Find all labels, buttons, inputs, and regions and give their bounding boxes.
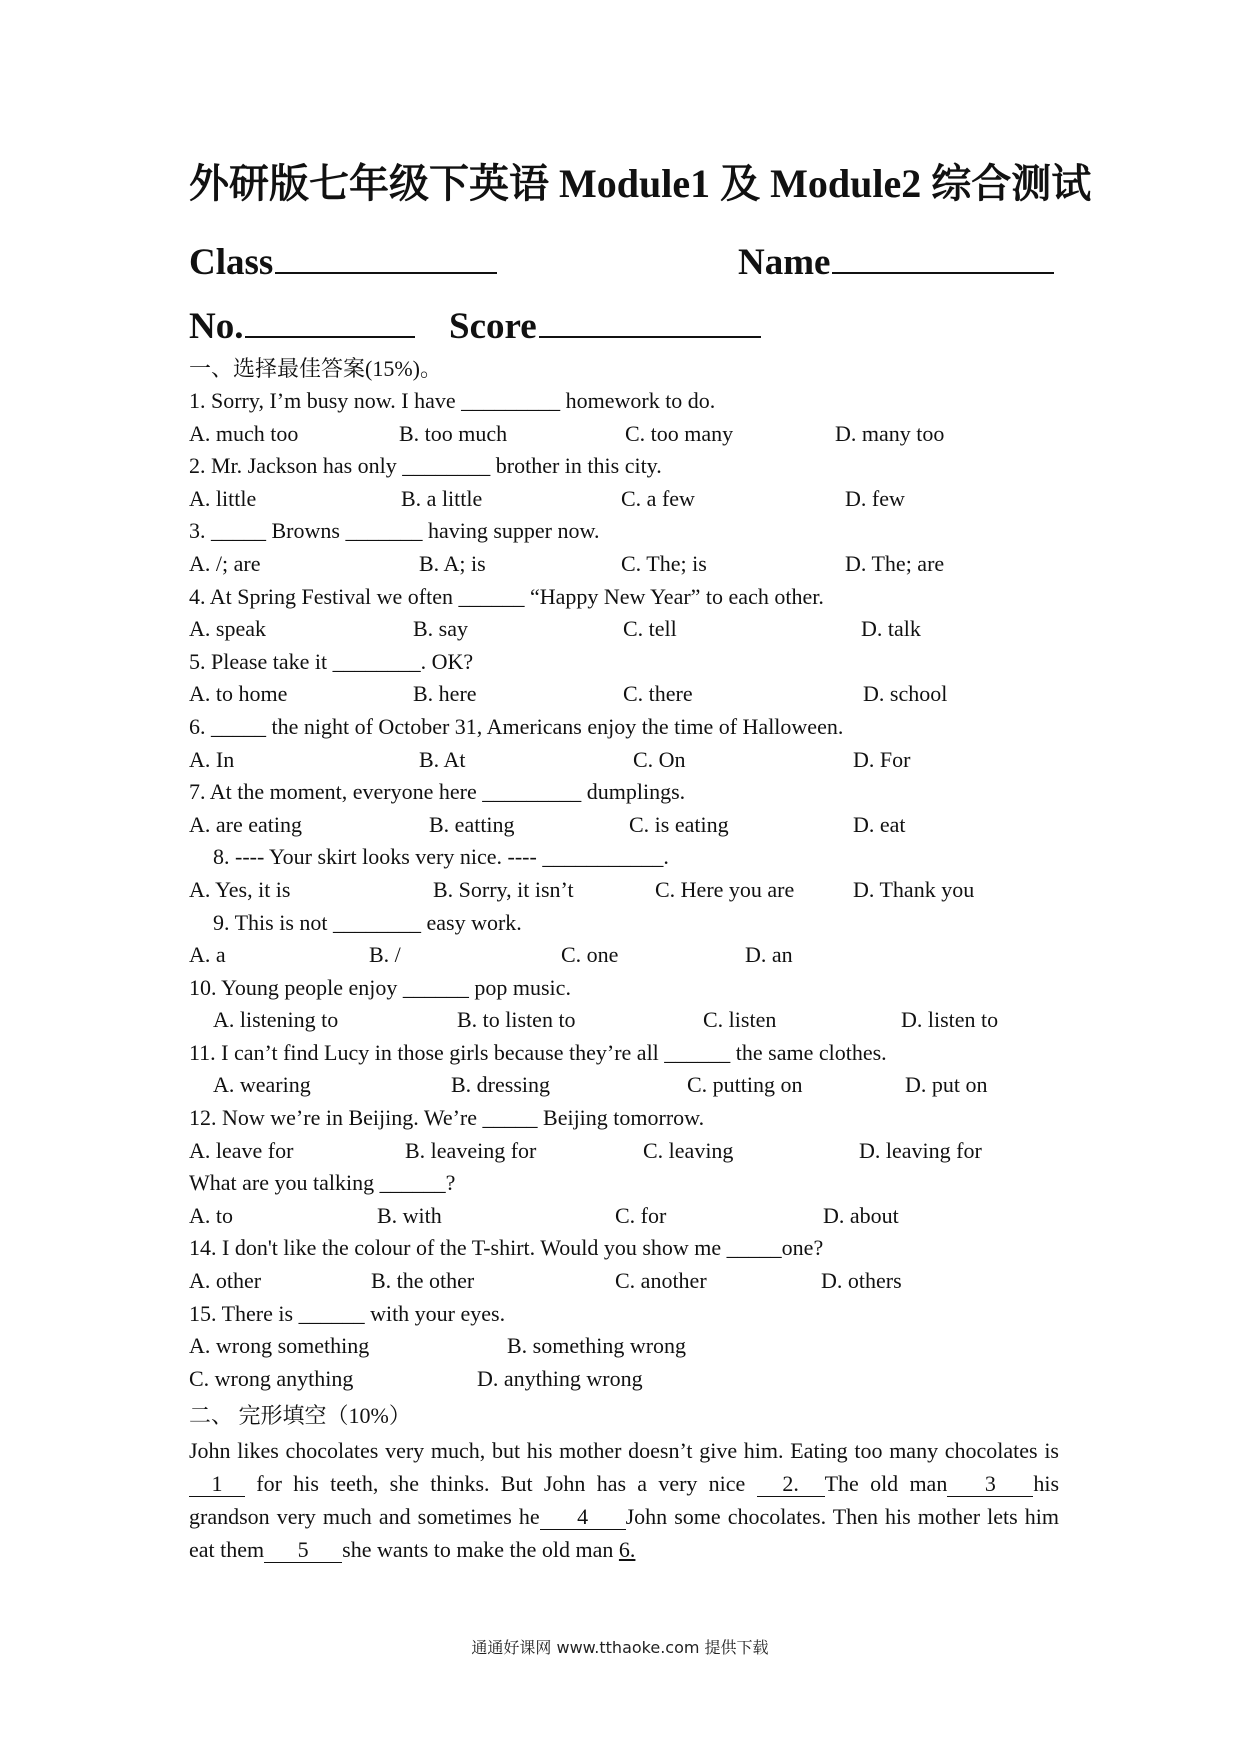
- option-a: A. /; are: [189, 550, 261, 576]
- option-d: D. few: [845, 485, 905, 511]
- section-heading-1: 一、选择最佳答案(15%)。: [189, 356, 442, 381]
- option-c: C. On: [633, 746, 686, 772]
- option-c: C. another: [615, 1268, 707, 1294]
- name-label: Name: [738, 242, 831, 283]
- option-b: B. to listen to: [457, 1007, 576, 1033]
- cloze-passage: [189, 1434, 1059, 1566]
- option-a: A. little: [189, 485, 257, 511]
- options-row: [189, 613, 1059, 646]
- score-label: Score: [449, 306, 537, 347]
- question-1: 1. Sorry, I’m busy now. I have _________ homework to do.: [189, 388, 716, 413]
- option-c: C. for: [615, 1202, 667, 1228]
- option-a: A. leave for: [189, 1137, 294, 1163]
- option-c: C. putting on: [687, 1072, 803, 1098]
- option-d: D. The; are: [845, 550, 945, 576]
- option-b: B. with: [377, 1202, 442, 1228]
- option-a: A. listening to: [213, 1007, 339, 1033]
- options-row: [189, 874, 1059, 907]
- options-row: [189, 1363, 1059, 1396]
- header-row-1: [189, 220, 1059, 284]
- page-footer: 通通好课网 www.tthaoke.com 提供下载: [471, 1638, 769, 1657]
- score-blank: [539, 304, 761, 338]
- option-d: D. Thank you: [853, 876, 975, 902]
- option-d: D. others: [821, 1268, 902, 1294]
- question-8: 8. ---- Your skirt looks very nice. ---- ___________.: [213, 844, 669, 870]
- options-row: [189, 548, 1059, 581]
- blank-5: 5: [264, 1538, 342, 1563]
- option-a: A. In: [189, 746, 235, 772]
- option-a: A. a: [189, 942, 226, 968]
- option-d: D. school: [863, 681, 948, 707]
- option-d: D. listen to: [901, 1007, 999, 1033]
- blank-1: 1: [189, 1472, 245, 1497]
- options-row: [189, 809, 1059, 842]
- passage-text: John some chocolates. Then his mother lets him eat them: [189, 1504, 1059, 1563]
- question-3: 3. _____ Browns _______ having supper now.: [189, 518, 600, 544]
- document-content: [189, 156, 1092, 1566]
- question-4: 4. At Spring Festival we often ______ “Happy New Year” to each other.: [189, 583, 824, 609]
- blank-4: 4: [540, 1505, 626, 1530]
- question-13: What are you talking ______?: [189, 1170, 456, 1196]
- option-d: D. talk: [861, 616, 921, 642]
- options-row: [189, 1265, 1059, 1298]
- options-row: [189, 1004, 1059, 1037]
- options-row: [189, 1069, 1059, 1102]
- option-c: C. leaving: [643, 1137, 734, 1163]
- question-10: 10. Young people enjoy ______ pop music.: [189, 974, 571, 1000]
- option-d: D. leaving for: [859, 1137, 982, 1163]
- option-d: D. anything wrong: [477, 1365, 643, 1391]
- option-b: B. something wrong: [507, 1333, 687, 1359]
- blank-2: 2.: [757, 1472, 825, 1497]
- options-row: [189, 744, 1059, 777]
- option-c: C. one: [561, 942, 619, 968]
- option-a: A. to: [189, 1202, 233, 1228]
- question-7: 7. At the moment, everyone here _________ dumplings.: [189, 779, 686, 805]
- option-a: A. Yes, it is: [189, 876, 291, 902]
- option-c: C. is eating: [629, 811, 729, 837]
- options-row: [189, 1135, 1059, 1168]
- options-row: [189, 418, 1059, 451]
- option-c: C. wrong anything: [189, 1365, 354, 1391]
- question-15: 15. There is ______ with your eyes.: [189, 1300, 506, 1326]
- question-14: 14. I don't like the colour of the T-shirt. Would you show me _____one?: [189, 1235, 824, 1261]
- question-9: 9. This is not ________ easy work.: [213, 909, 522, 935]
- option-b: B. eatting: [429, 811, 515, 837]
- option-a: A. other: [189, 1268, 262, 1294]
- header-row-2: [189, 284, 1059, 348]
- question-5: 5. Please take it ________. OK?: [189, 648, 474, 674]
- no-label: No.: [189, 306, 244, 347]
- option-c: C. there: [623, 681, 693, 707]
- name-field: [738, 240, 1054, 284]
- option-a: A. much too: [189, 420, 299, 446]
- option-b: B. dressing: [451, 1072, 550, 1098]
- option-b: B. /: [369, 942, 401, 968]
- option-b: B. say: [413, 616, 468, 642]
- blank-6: 6.: [618, 1537, 636, 1563]
- options-row: [189, 678, 1059, 711]
- section-heading-2: 二、 完形填空（10%）: [189, 1403, 411, 1429]
- passage-text: she wants to make the old man: [342, 1537, 614, 1563]
- option-c: C. Here you are: [655, 876, 795, 902]
- options-row: [189, 483, 1059, 516]
- no-field: [189, 304, 449, 348]
- option-a: A. speak: [189, 616, 266, 642]
- passage-text: for his teeth, she thinks. But John has a very nice: [256, 1471, 746, 1497]
- options-row: [189, 939, 1059, 972]
- option-c: C. a few: [621, 485, 695, 511]
- option-a: A. wearing: [213, 1072, 311, 1098]
- question-12: 12. Now we’re in Beijing. We’re _____ Beijing tomorrow.: [189, 1105, 705, 1131]
- option-b: B. a little: [401, 485, 483, 511]
- option-c: C. tell: [623, 616, 677, 642]
- option-a: A. wrong something: [189, 1333, 370, 1359]
- option-c: C. too many: [625, 420, 734, 446]
- option-c: C. The; is: [621, 550, 707, 576]
- option-b: B. A; is: [419, 550, 486, 576]
- blank-3: 3: [947, 1472, 1033, 1497]
- option-b: B. leaveing for: [405, 1137, 537, 1163]
- options-row: [189, 1200, 1059, 1233]
- question-11: 11. I can’t find Lucy in those girls because they’re all ______ the same clothes.: [189, 1039, 887, 1065]
- option-d: D. about: [823, 1202, 899, 1228]
- option-b: B. At: [419, 746, 466, 772]
- class-field: [189, 240, 738, 284]
- option-c: C. listen: [703, 1007, 777, 1033]
- class-blank: [275, 240, 497, 274]
- option-d: D. many too: [835, 420, 945, 446]
- class-label: Class: [189, 242, 274, 283]
- option-b: B. too much: [399, 420, 508, 446]
- option-d: D. an: [745, 942, 793, 968]
- option-b: B. Sorry, it isn’t: [433, 876, 574, 902]
- options-row: [189, 1330, 1059, 1363]
- passage-text: his grandson very much and sometimes he: [189, 1471, 1060, 1530]
- option-b: B. the other: [371, 1268, 475, 1294]
- question-6: 6. _____ the night of October 31, Americans enjoy the time of Halloween.: [189, 713, 844, 739]
- no-blank: [245, 304, 415, 338]
- score-field: [449, 304, 761, 348]
- name-blank: [832, 240, 1054, 274]
- option-b: B. here: [413, 681, 477, 707]
- option-a: A. are eating: [189, 811, 302, 837]
- question-list: [189, 385, 1059, 1395]
- question-2: 2. Mr. Jackson has only ________ brother in this city.: [189, 453, 662, 479]
- option-d: D. eat: [853, 811, 906, 837]
- passage-text: The old man: [824, 1471, 948, 1497]
- option-a: A. to home: [189, 681, 288, 707]
- passage-text: John likes chocolates very much, but his mother doesn’t give him. Eating too many chocolates is: [189, 1438, 1059, 1464]
- page-title: 外研版七年级下英语 Module1 及 Module2 综合测试: [189, 161, 1092, 206]
- option-d: D. For: [853, 746, 911, 772]
- option-d: D. put on: [905, 1072, 988, 1098]
